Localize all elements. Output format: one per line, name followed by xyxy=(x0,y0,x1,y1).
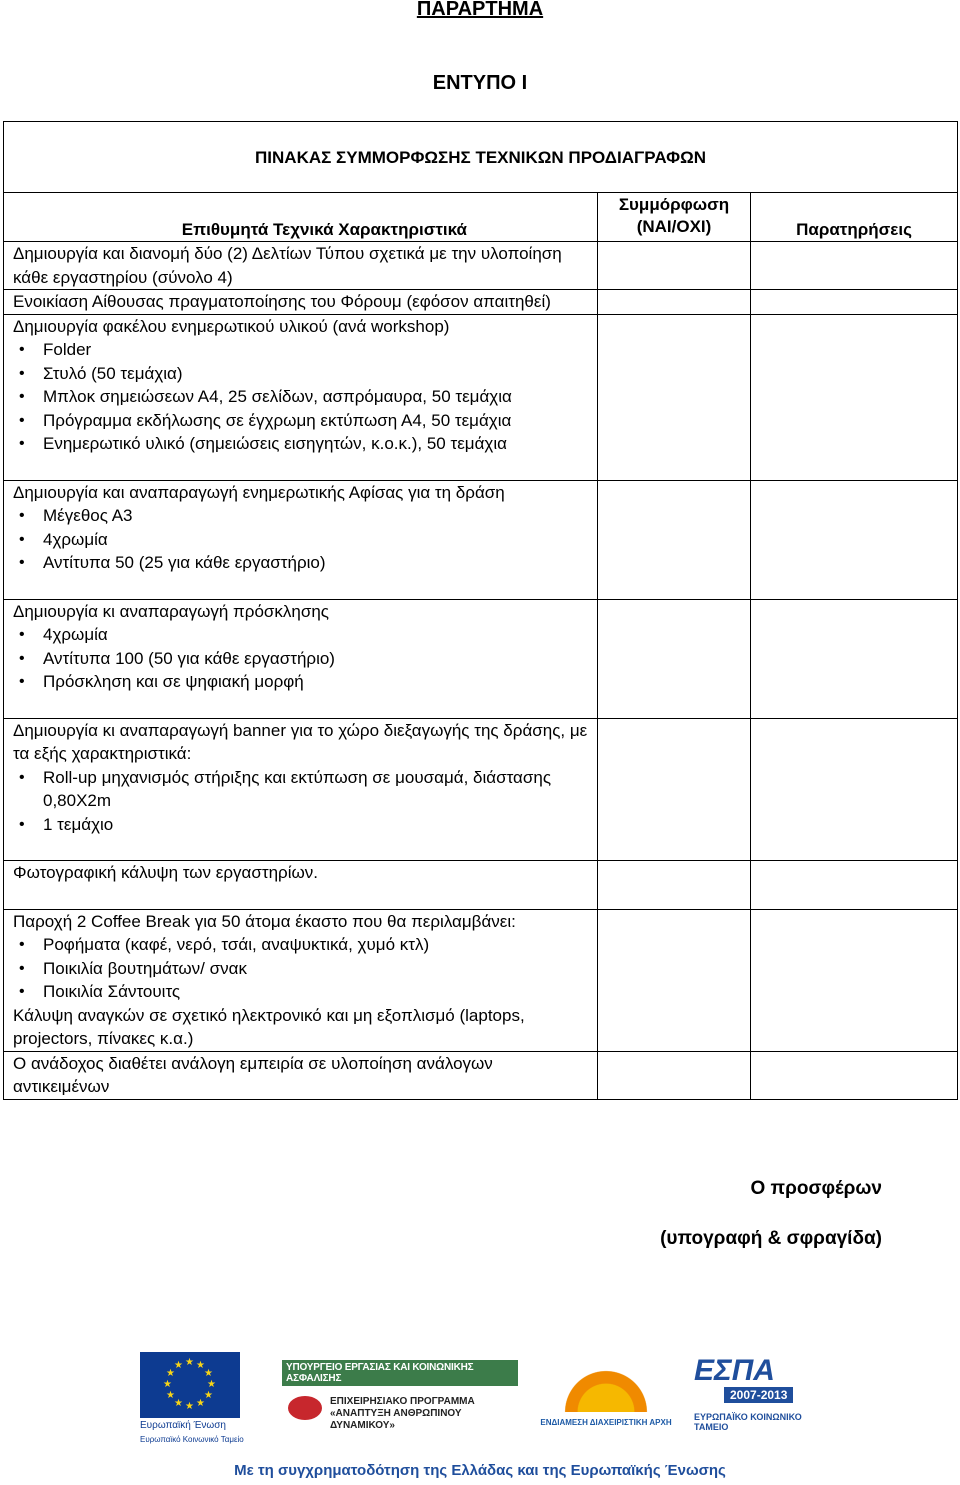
spec-bullet-item: • Μέγεθος Α3 xyxy=(13,504,591,528)
table-title: ΠΙΝΑΚΑΣ ΣΥΜΜΟΡΦΩΣΗΣ ΤΕΧΝΙΚΩΝ ΠΡΟΔΙΑΓΡΑΦΩΝ xyxy=(4,122,958,193)
compliance-cell[interactable] xyxy=(598,242,751,290)
spec-bullet-item: • 4χρωμία xyxy=(13,528,591,552)
table-body xyxy=(4,242,958,1100)
notes-cell[interactable] xyxy=(751,242,958,290)
spec-bullet-list xyxy=(13,504,591,575)
header-spec: Επιθυμητά Τεχνικά Χαρακτηριστικά xyxy=(4,193,598,242)
spec-bullet-item: • Ενημερωτικό υλικό (σημειώσεις εισηγητών, κ.ο.κ.), 50 τεμάχια xyxy=(13,432,591,456)
spec-cell xyxy=(4,1051,598,1099)
spec-text: Φωτογραφική κάλυψη των εργαστηρίων. xyxy=(13,863,318,882)
notes-cell[interactable] xyxy=(751,314,958,480)
spec-text: Δημιουργία φακέλου ενημερωτικού υλικού (ανά workshop) xyxy=(13,316,450,336)
spec-text: Παροχή 2 Coffee Break για 50 άτομα έκαστο που θα περιλαμβάνει: xyxy=(13,911,516,931)
compliance-cell[interactable] xyxy=(598,290,751,315)
spec-cell xyxy=(4,290,598,315)
notes-cell[interactable] xyxy=(751,909,958,1051)
espa-logo xyxy=(694,1356,822,1432)
programme-emblem-icon xyxy=(288,1396,322,1420)
eu-caption: Ευρωπαϊκή Ένωση xyxy=(140,1420,226,1431)
form-title: ΕΝΤΥΠΟ Ι xyxy=(432,72,528,94)
compliance-cell[interactable] xyxy=(598,480,751,599)
spec-bullet-item: • Αντίτυπα 50 (25 για κάθε εργαστήριο) xyxy=(13,551,591,575)
eu-star-icon: ★ xyxy=(163,1379,172,1390)
spec-bullet-item: • 1 τεμάχιο xyxy=(13,813,591,837)
spec-text-extra: Κάλυψη αναγκών σε σχετικό ηλεκτρονικό και μη εξοπλισμό (laptops, projectors, πίνακες κ.α.) xyxy=(13,1005,525,1048)
spec-cell xyxy=(4,480,598,599)
eu-star-icon: ★ xyxy=(196,1359,205,1371)
table-row xyxy=(4,480,958,599)
compliance-table xyxy=(3,121,958,1100)
table-row xyxy=(4,599,958,718)
spec-bullet-item: • Folder xyxy=(13,338,591,362)
spec-bullet-item: • Roll-up μηχανισμός στήριξης και εκτύπωση σε μουσαμά, διάστασης 0,80Χ2m xyxy=(13,766,591,813)
spec-text: Δημιουργία κι αναπαραγωγή banner για το χώρο διεξαγωγής της δράσης, με τα εξής χαρακτηριστικά: xyxy=(13,720,588,763)
signature-label: (υπογραφή & σφραγίδα) xyxy=(660,1228,882,1249)
management-authority-caption: ΕΝΔΙΑΜΕΣΗ ΔΙΑΧΕΙΡΙΣΤΙΚΗ ΑΡΧΗ xyxy=(540,1418,672,1427)
eu-star-icon: ★ xyxy=(165,1390,175,1401)
table-row xyxy=(4,314,958,480)
eu-star-icon: ★ xyxy=(196,1398,205,1410)
spec-cell xyxy=(4,861,598,910)
espa-wordmark: ΕΣΠΑ xyxy=(694,1354,775,1387)
spec-cell xyxy=(4,718,598,861)
eu-star-icon: ★ xyxy=(185,1357,194,1368)
spec-bullet-item: • Πρόσκληση και σε ψηφιακή μορφή xyxy=(13,670,591,694)
notes-cell[interactable] xyxy=(751,480,958,599)
spec-text: Δημιουργία και διανομή δύο (2) Δελτίων Τύπου σχετικά με την υλοποίηση κάθε εργαστηρίου (σύνολο 4) xyxy=(13,244,562,287)
compliance-cell[interactable] xyxy=(598,909,751,1051)
spec-bullet-list xyxy=(13,338,591,456)
notes-cell[interactable] xyxy=(751,718,958,861)
sun-emblem-icon xyxy=(563,1352,649,1412)
spec-text: Ο ανάδοχος διαθέτει ανάλογη εμπειρία σε υλοποίηση ανάλογων αντικειμένων xyxy=(13,1053,493,1096)
compliance-cell[interactable] xyxy=(598,718,751,861)
spec-bullet-list xyxy=(13,766,591,837)
espa-years: 2007-2013 xyxy=(724,1387,793,1403)
appendix-title: ΠΑΡΑΡΤΗΜΑ xyxy=(416,0,544,20)
offerer-label: Ο προσφέρων xyxy=(750,1178,882,1199)
spec-bullet-item: • Ροφήματα (καφέ, νερό, τσάι, αναψυκτικά, χυμό κτλ) xyxy=(13,933,591,957)
compliance-cell[interactable] xyxy=(598,599,751,718)
spec-cell xyxy=(4,314,598,480)
notes-cell[interactable] xyxy=(751,599,958,718)
table-row xyxy=(4,242,958,290)
cofunding-statement: Με τη συγχρηματοδότηση της Ελλάδας και της Ευρωπαϊκής Ένωσης xyxy=(234,1462,726,1479)
compliance-cell[interactable] xyxy=(598,1051,751,1099)
notes-cell[interactable] xyxy=(751,1051,958,1099)
programme-name: ΕΠΙΧΕΙΡΗΣΙΑΚΟ ΠΡΟΓΡΑΜΜΑ «ΑΝΑΠΤΥΞΗ ΑΝΘΡΩΠΙΝΟΥ ΔΥΝΑΜΙΚΟΥ» xyxy=(330,1396,475,1431)
spec-bullet-item: • Μπλοκ σημειώσεων Α4, 25 σελίδων, ασπρόμαυρα, 50 τεμάχια xyxy=(13,385,591,409)
spec-text: Δημιουργία και αναπαραγωγή ενημερωτικής Αφίσας για τη δράση xyxy=(13,482,505,502)
table-row xyxy=(4,861,958,910)
table-row xyxy=(4,290,958,315)
spec-cell xyxy=(4,909,598,1051)
spec-text: Δημιουργία κι αναπαραγωγή πρόσκλησης xyxy=(13,601,329,621)
spec-bullet-list xyxy=(13,623,591,694)
table-row xyxy=(4,909,958,1051)
eu-star-icon: ★ xyxy=(174,1398,183,1410)
eu-star-icon: ★ xyxy=(204,1368,214,1379)
spec-bullet-item: • 4χρωμία xyxy=(13,623,591,647)
eu-logo xyxy=(140,1352,244,1446)
espa-caption: ΕΥΡΩΠΑΪΚΟ ΚΟΙΝΩΝΙΚΟ ΤΑΜΕΙΟ xyxy=(694,1412,802,1432)
ministry-name: ΥΠΟΥΡΓΕΙΟ ΕΡΓΑΣΙΑΣ ΚΑΙ ΚΟΙΝΩΝΙΚΗΣ ΑΣΦΑΛΙΣΗΣ xyxy=(282,1360,518,1386)
spec-bullet-item: • Ποικιλία βουτημάτων/ σνακ xyxy=(13,957,591,981)
ministry-logo xyxy=(282,1360,518,1432)
notes-cell[interactable] xyxy=(751,861,958,910)
eu-flag-icon xyxy=(140,1352,240,1418)
eu-star-icon: ★ xyxy=(174,1359,183,1371)
spec-cell xyxy=(4,242,598,290)
header-compliance: Συμμόρφωση (ΝΑΙ/ΟΧΙ) xyxy=(598,193,751,242)
management-authority-logo xyxy=(536,1352,676,1427)
programme-label xyxy=(282,1396,518,1432)
spec-bullet-item: • Στυλό (50 τεμάχια) xyxy=(13,362,591,386)
compliance-cell[interactable] xyxy=(598,861,751,910)
spec-bullet-item: • Ποικιλία Σάντουιτς xyxy=(13,980,591,1004)
table-row xyxy=(4,1051,958,1099)
compliance-cell[interactable] xyxy=(598,314,751,480)
eu-star-icon: ★ xyxy=(204,1390,214,1401)
spec-text: Ενοικίαση Αίθουσας πραγματοποίησης του Φόρουμ (εφόσον απαιτηθεί) xyxy=(13,292,551,311)
spec-cell xyxy=(4,599,598,718)
spec-bullet-item: • Αντίτυπα 100 (50 για κάθε εργαστήριο) xyxy=(13,647,591,671)
spec-bullet-list xyxy=(13,933,591,1004)
eu-star-icon: ★ xyxy=(185,1401,194,1412)
notes-cell[interactable] xyxy=(751,290,958,315)
eu-star-icon: ★ xyxy=(165,1368,175,1379)
spec-bullet-item: • Πρόγραμμα εκδήλωσης σε έγχρωμη εκτύπωση Α4, 50 τεμάχια xyxy=(13,409,591,433)
table-row xyxy=(4,718,958,861)
eu-subcaption: Ευρωπαϊκό Κοινωνικό Ταμείο xyxy=(140,1435,244,1444)
header-notes: Παρατηρήσεις xyxy=(751,193,958,242)
eu-star-icon: ★ xyxy=(207,1379,216,1390)
